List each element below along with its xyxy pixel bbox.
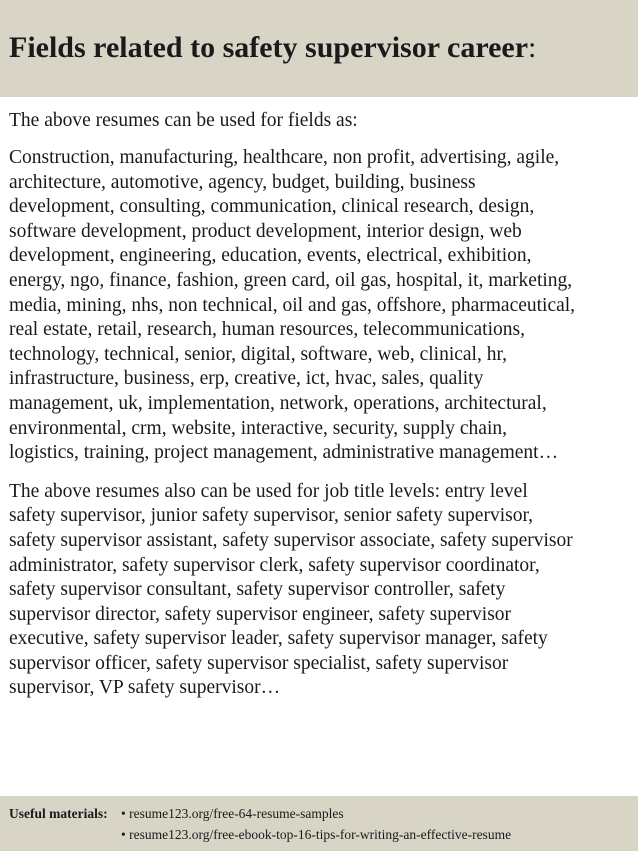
job-levels-paragraph: The above resumes also can be used for job title levels: entry level safety supervisor, junior safety supervisor, senior safety supervisor, safety supervisor assistant, safety supervisor associate, safety supervisor administrator, safety supervisor clerk, safety supervisor coordinator, safety supervisor consultant, safety supervisor controller, safety supervisor director, safety supervisor engineer, safety supervisor executive, safety supervisor leader, safety supervisor manager, safety supervisor officer, safety supervisor specialist, safety supervisor supervisor, VP safety supervisor… [9,480,573,699]
resume-samples-link[interactable]: • resume123.org/free-64-resume-samples [121,806,344,821]
main-content [9,109,633,701]
resume-tips-ebook-link[interactable]: • resume123.org/free-ebook-top-16-tips-for-writing-an-effective-resume [121,827,512,842]
page-title [9,31,638,65]
useful-materials-footer [0,796,638,851]
useful-materials-label: Useful materials: [9,806,108,821]
page-title-text: Fields related to safety supervisor career [9,31,529,64]
intro-text: The above resumes can be used for fields as: [9,110,358,131]
page-title-colon: : [528,31,537,64]
footer-row-2 [9,824,638,845]
title-band [0,0,638,97]
footer-row-1 [9,803,638,824]
fields-list-paragraph: Construction, manufacturing, healthcare, non profit, advertising, agile, architecture, automotive, agency, budget, building, business development, consulting, communication, clinical research, design, software development, product development, interior design, web development, engineering, education, events, electrical, exhibition, energy, ngo, finance, fashion, green card, oil gas, hospital, it, marketing, media, mining, nhs, non technical, oil and gas, offshore, pharmaceutical, real estate, retail, research, human resources, telecommunications, technology, technical, senior, digital, software, web, clinical, hr, infrastructure, business, erp, creative, ict, hvac, sales, quality management, uk, implementation, network, operations, architectural, environmental, crm, website, interactive, security, supply chain, logistics, training, project management, administrative management… [9,147,576,464]
